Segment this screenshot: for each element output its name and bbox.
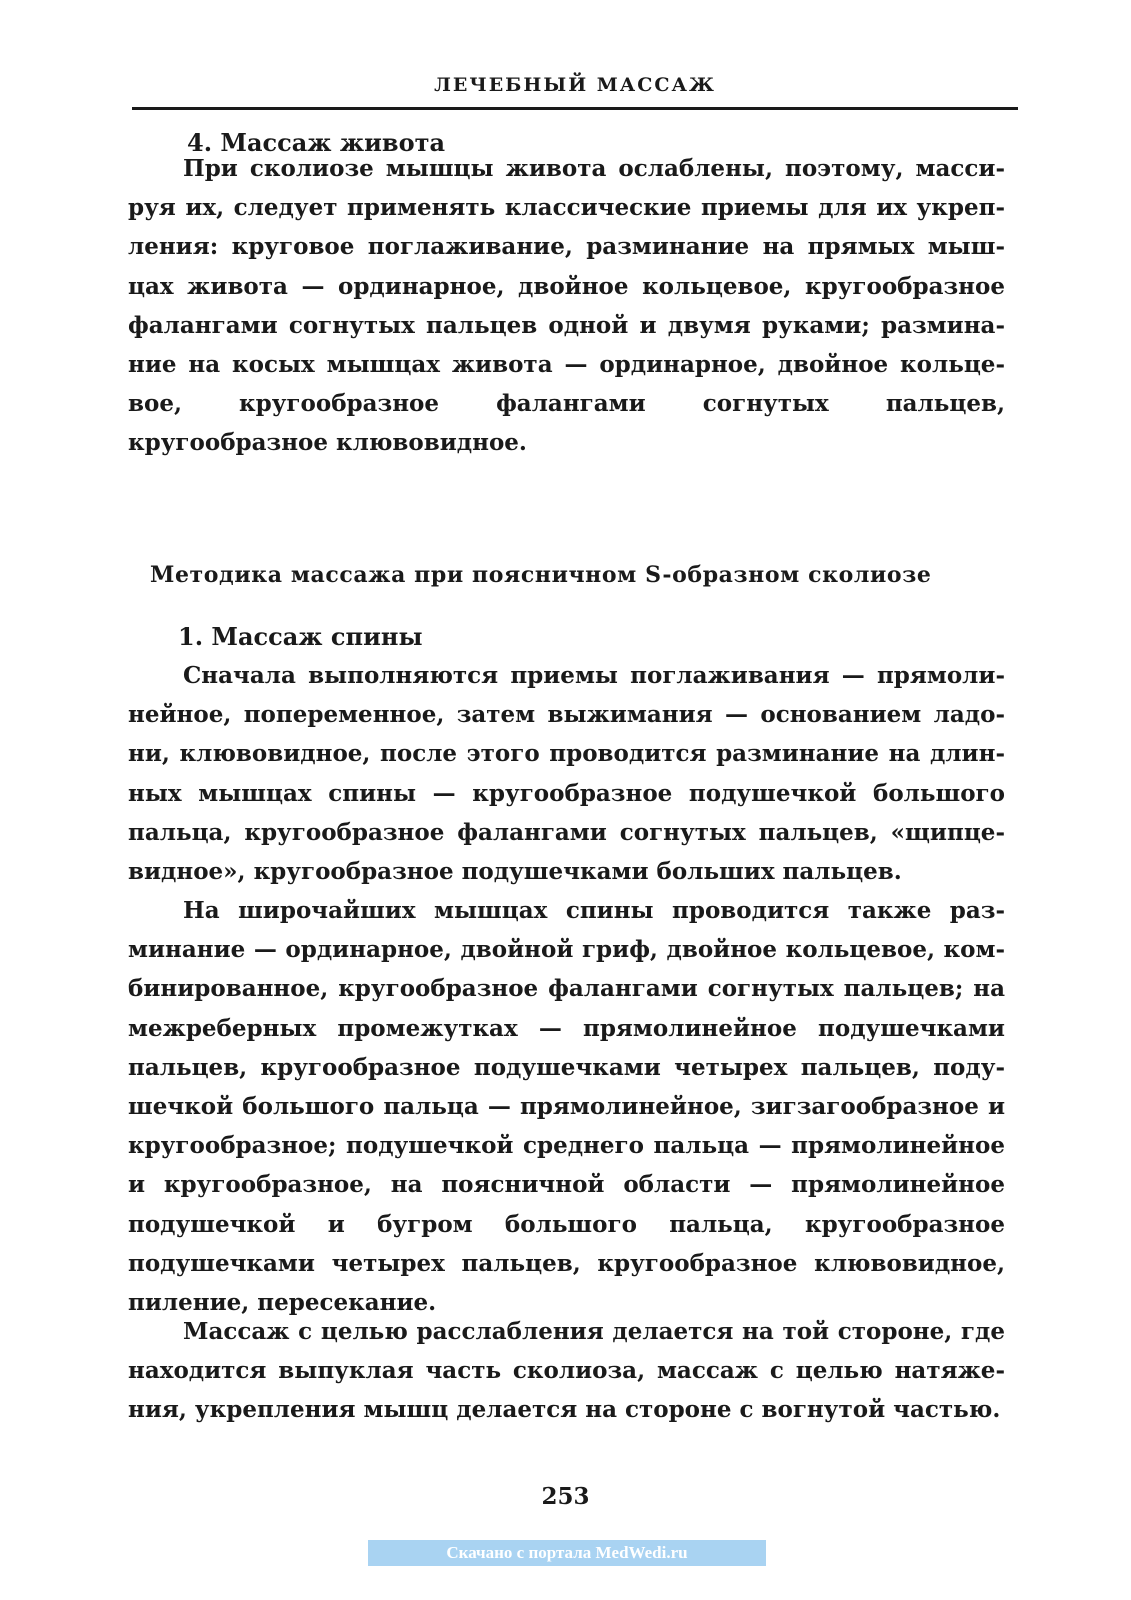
watermark-link[interactable]: Скачано с портала MedWedi.ru	[368, 1540, 766, 1566]
back-paragraph-2: На широчайших мышцах спины проводится также разминание — ординарное, двойной гриф, двойное кольцевое, комбинированное, кругообразное фалангами согнутых пальцев; на межреберных промежутках — прямолинейное подушечками пальцев, кругообразное подушечками четырех пальцев, подушечкой большого пальца — прямолинейное, зигзагообразное и кругообразное; подушечкой среднего пальца — прямолинейное и кругообразное, на поясничной области — прямолинейное подушечкой и бугром большого пальца, кругообразное подушечками четырех пальцев, кругообразное клювовидное, пиление, пересекание.	[128, 897, 1005, 1317]
abdomen-heading: 4. Массаж живота	[187, 128, 446, 157]
back-heading: 1. Массаж спины	[178, 622, 423, 651]
back-paragraph-1: Сначала выполняются приемы поглаживания — прямолинейное, попеременное, затем выжимания — основанием ладони, клювовидное, после этого проводится разминание на длинных мышцах спины — кругообразное подушечкой большого пальца, кругообразное фалангами согнутых пальцев, «щипцевидное», кругообразное подушечками больших пальцев.	[128, 662, 1005, 886]
running-header: ЛЕЧЕБНЫЙ МАССАЖ	[434, 74, 716, 96]
page-number: 253	[541, 1483, 590, 1510]
abdomen-paragraph: При сколиозе мышцы живота ослаблены, поэтому, массируя их, следует применять классические приемы для их укрепления: круговое поглаживание, разминание на прямых мышцах живота — ординарное, двойное кольцевое, кругообразное фалангами согнутых пальцев одной и двумя руками; разминание на косых мышцах живота — ординарное, двойное кольцевое, кругообразное фалангами согнутых пальцев, кругообразное клювовидное.	[128, 155, 1005, 457]
method-section-title: Методика массажа при поясничном S-образном сколиозе	[150, 562, 932, 588]
back-paragraph-3: Массаж с целью расслабления делается на той стороне, где находится выпуклая часть сколиоза, массаж с целью натяжения, укрепления мышц делается на стороне с вогнутой частью.	[128, 1318, 1005, 1424]
header-rule	[132, 107, 1018, 110]
